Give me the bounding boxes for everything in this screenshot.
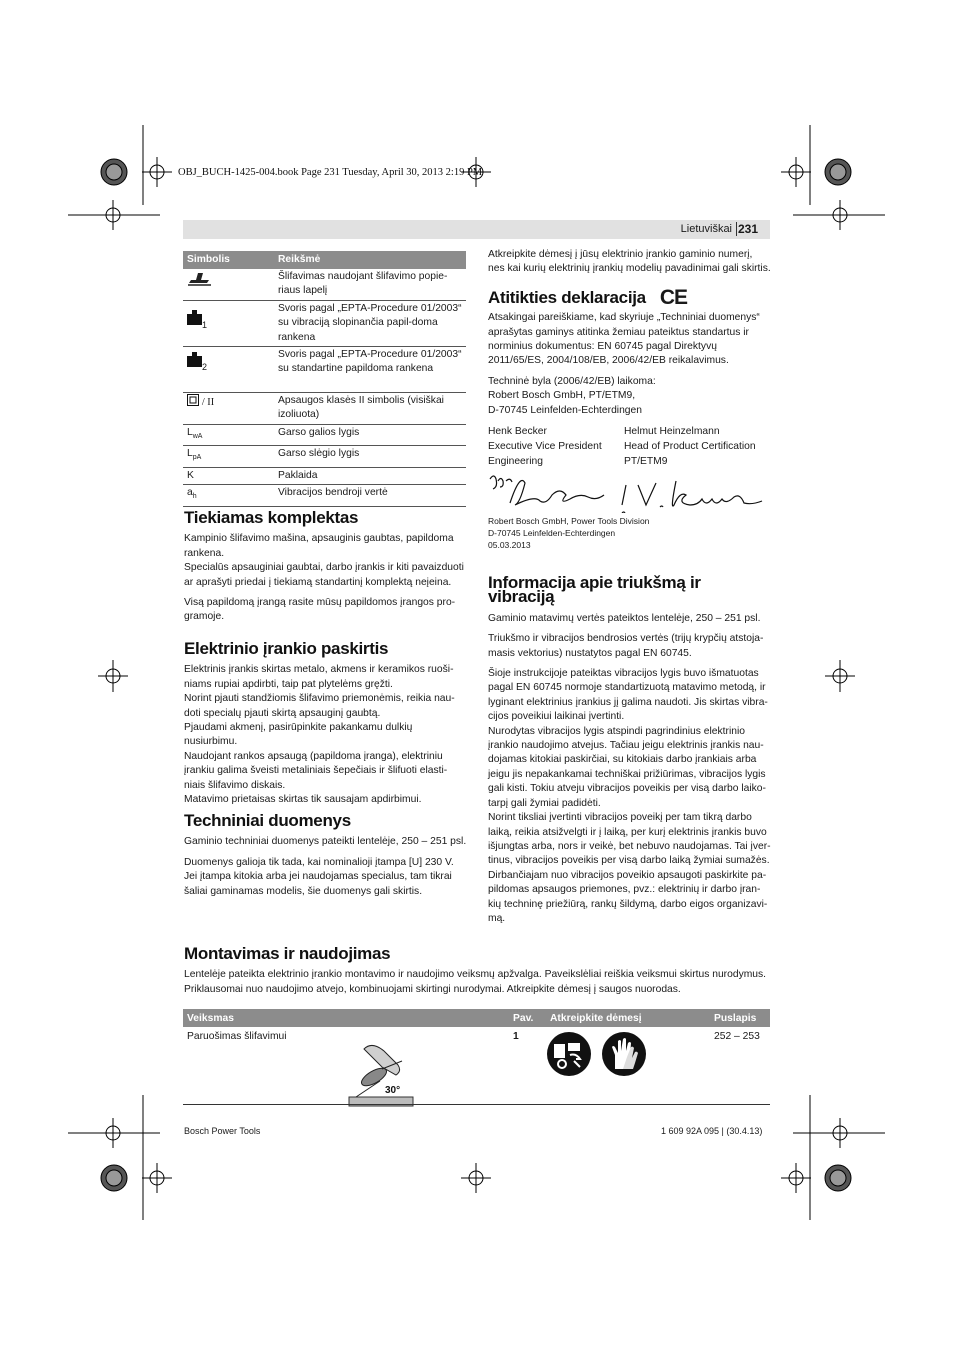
gloves-icon <box>601 1031 647 1077</box>
footer-divider <box>183 1104 770 1105</box>
sanding-tool-icon <box>187 270 213 286</box>
table-row <box>183 269 466 300</box>
signatures <box>488 473 771 513</box>
weight-icon <box>187 310 202 325</box>
symbols-meaning: Garso slėgio lygis <box>274 446 466 467</box>
section-title: Atitikties deklaracija <box>488 287 646 307</box>
footer-brand: Bosch Power Tools <box>184 1126 261 1136</box>
unplug-icon <box>546 1031 592 1077</box>
page-header <box>183 220 770 239</box>
action-label: Paruošimas šlifavimui <box>187 1031 287 1042</box>
language-label: Lietuviškai <box>680 223 732 235</box>
page-number: 231 <box>737 222 758 236</box>
section-tiekiamas: Tiekiamas komplektas Kampinio šlifavimo mašina, apsauginis gaubtas, papildoma rankena. Specialūs apsauginiai gaubtai, darbo įrankis ir kiti pavaizduoti ar aprašyti priedai į tiekiamą standartinį komplektą neįeina. Visą papildomą įrangą rasite mūsų papildomos įrangos pro-gramoje. <box>184 511 467 631</box>
table-row: $L_{pA}$ Garso slėgio lygis <box>183 446 466 467</box>
table-row: K Paklaida <box>183 467 466 484</box>
symbols-table <box>183 251 466 507</box>
table-row: $_2$ Svoris pagal „EPTA-Procedure 01/2003“ su standartine papildoma rankena <box>183 347 466 393</box>
weight-icon <box>187 352 202 367</box>
symbols-meaning: Paklaida <box>274 467 466 484</box>
symbols-meaning: Apsaugos klasės II simbolis (visiškai izoliuota) <box>274 393 466 425</box>
section-title: Montavimas ir naudojimas <box>184 944 391 963</box>
page-range: 252 – 253 <box>714 1031 760 1042</box>
protection-class-icon <box>187 394 199 406</box>
table-row: $L_{wA}$ Garso galios lygis <box>183 424 466 445</box>
attention-note: Atkreipkite dėmesį į jūsų elektrinio įrankio gaminio numerį, nes kai kurių elektrinių įrankių modelių pavadinimai gali skirtis. <box>488 249 771 275</box>
print-header: OBJ_BUCH-1425-004.book Page 231 Tuesday, April 30, 2013 2:19 PM <box>178 167 483 178</box>
footer-docnum: 1 609 92A 095 | (30.4.13) <box>661 1126 763 1136</box>
grinder-angle-illustration <box>346 1043 418 1111</box>
fig-header: Pav. <box>509 1009 546 1027</box>
page-header-col: Puslapis <box>710 1009 770 1027</box>
fig-number: 1 <box>513 1031 519 1042</box>
section-duomenys: Techniniai duomenys Gaminio techniniai duomenys pateikti lentelėje, 250 – 251 psl. Duomenys galioja tik tada, kai nominalioji įtampa [U] 230 V. Jei įtampa kitokia arba jei naudojamas specialus, tam tikrai šaliai gaminamas modelis, šie duomenys gali skirtis. <box>184 811 467 897</box>
section-paskirtis: Elektrinio įrankio paskirtis Elektrinis įrankis skirtas metalo, akmens ir keramikos ruoši-niams rupiai apdirbti, taip pat plytelėms gręžti. Norint pjauti standžiomis šlifavimo priemonėmis, reikia nau-doti specialų pjauti skirtą apsauginį gaubtą. Pjaudami akmenį, pasirūpinkite pakankamu dulkių nusiurbimu. Naudojant rankos apsaugą (papildoma įranga), elektriniu įrankiu galima šveisti metaliniais šepečiais ir šlifuoti elasti-niais šlifavimo diskais. Matavimo prietaisas skirtas tik sausajam apdirbimui. <box>184 642 467 807</box>
signatories: Henk Becker Executive Vice President Engineering Helmut Heinzelmann Head of Product Certification PT/ETM9 <box>488 426 756 468</box>
section-title: Tiekiamas komplektas <box>184 508 359 527</box>
action-table-wrap <box>183 1009 770 1113</box>
table-row: / II Apsaugos klasės II simbolis (visiškai izoliuota) <box>183 393 466 425</box>
header-divider <box>736 222 737 236</box>
symbols-meaning: Vibracijos bendroji vertė <box>274 485 466 506</box>
symbols-meaning: Garso galios lygis <box>274 424 466 445</box>
action-header: Veiksmas <box>183 1009 509 1027</box>
right-column: Atkreipkite dėmesį į jūsų elektrinio įrankio gaminio numerį, nes kai kurių elektrinių įrankių modelių pavadinimai gali skirtis. Atitikties deklaracija CE Atsakingai pareiškiame, kad skyriuje „Techniniai duomenys“ aprašytas gaminys atitinka žemiau pateiktus standartus ir norminius dokumentus: EN 60745 pagal Direktyvų 2011/65/ES, 2004/108/EB, 2006/42/EB reikalavimus. Techninė byla (2006/42/EB) laikoma: Robert Bosch GmbH, PT/ETM9, D-70745 Leinfelden-Echterdingen Henk Becker Executive Vice President Engineering Helmut Heinzelmann Head of Product Certification PT/ETM9 Robert Bosch GmbH, Power Tools Division D-70745 Leinfelden-Echterdingen 05.03.2013 <box>488 249 771 551</box>
symbols-meaning: Svoris pagal „EPTA-Procedure 01/2003“ su standartine papildoma rankena <box>274 347 466 393</box>
symbols-header-meaning: Reikšmė <box>274 251 466 269</box>
attention-header: Atkreipkite dėmesį <box>546 1009 710 1027</box>
symbols-header-symbol: Simbolis <box>183 251 274 269</box>
symbols-meaning: Šlifavimas naudojant šlifavimo popie-riaus lapelį <box>274 269 466 300</box>
angle-label: 30° <box>385 1085 401 1096</box>
table-row: $_1$ Svoris pagal „EPTA-Procedure 01/2003“ su vibraciją slopinančia papil-doma rankena <box>183 300 466 346</box>
section-title: Informacija apie triukšmą ir vibraciją <box>488 573 701 607</box>
symbols-meaning: Svoris pagal „EPTA-Procedure 01/2003“ su vibraciją slopinančia papil-doma rankena <box>274 300 466 346</box>
section-triuksmas: Informacija apie triukšmą ir vibraciją Gaminio matavimų vertės pateiktos lentelėje, 250 – 251 psl. Triukšmo ir vibracijos bendrosios vertės (trijų krypčių atstoja-masis vektorius) nustatytos pagal EN 60745. Šioje instrukcijoje pateiktas vibracijos lygis buvo išmatuotas pagal EN 60745 normoje standartizuotą matavimo metodą, ir lyginant elektrinius įrankius jį galima naudoti. Jis skirtas vibra-cijos poveikiui laikinai įvertinti. Nurodytas vibracijos lygis atspindi pagrindinius elektrinio įrankio naudojimo atvejus. Tačiau jeigu elektrinis įrankis nau-dojamas kitokiai paskirčiai, su kitokiais darbo įrankiais arba jeigu jis nepakankamai techniškai prižiūrimas, vibracijos lygis gali kisti. Tokiu atveju vibracijos poveikis per visą darbo laiko-tarpį gali žymiai padidėti. Norint tiksliai įvertinti vibracijos poveikį per tam tikrą darbo laiką, reikia atsižvelgti ir į laiką, per kurį elektrinis įrankis buvo išjungtas arba, nors ir veikė, bet nebuvo naudojamas. Tai įver-tinus, vibracijos poveikis per visą darbo laiką žymiai sumažės. Dirbančiajam nuo vibracijos poveikio apsaugoti paskirkite pa-pildomas apsaugos priemones, pvz.: elektrinių ir darbo įran-kių techninę priežiūrą, rankų šildymą, darbo eigos organizavi-mą. <box>488 573 771 924</box>
section-title: Techniniai duomenys <box>184 811 351 830</box>
table-row <box>183 1027 770 1113</box>
left-column <box>183 251 466 507</box>
section-title: Elektrinio įrankio paskirtis <box>184 639 389 658</box>
ce-mark: CE <box>659 285 688 309</box>
section-montavimas: Montavimas ir naudojimas Lentelėje pateikta elektrinio įrankio montavimo ir naudojimo veiksmų apžvalga. Paveikslėliai reiškia veiksmui skirtus nurodymus. Priklausomai nuo naudojimo atvejo, kombinuojami skirtingi nurodymai. Atkreipkite dėmesį į saugos nuorodas. <box>184 947 771 1003</box>
table-row: $a_h$ Vibracijos bendroji vertė <box>183 485 466 506</box>
action-table <box>183 1009 770 1113</box>
